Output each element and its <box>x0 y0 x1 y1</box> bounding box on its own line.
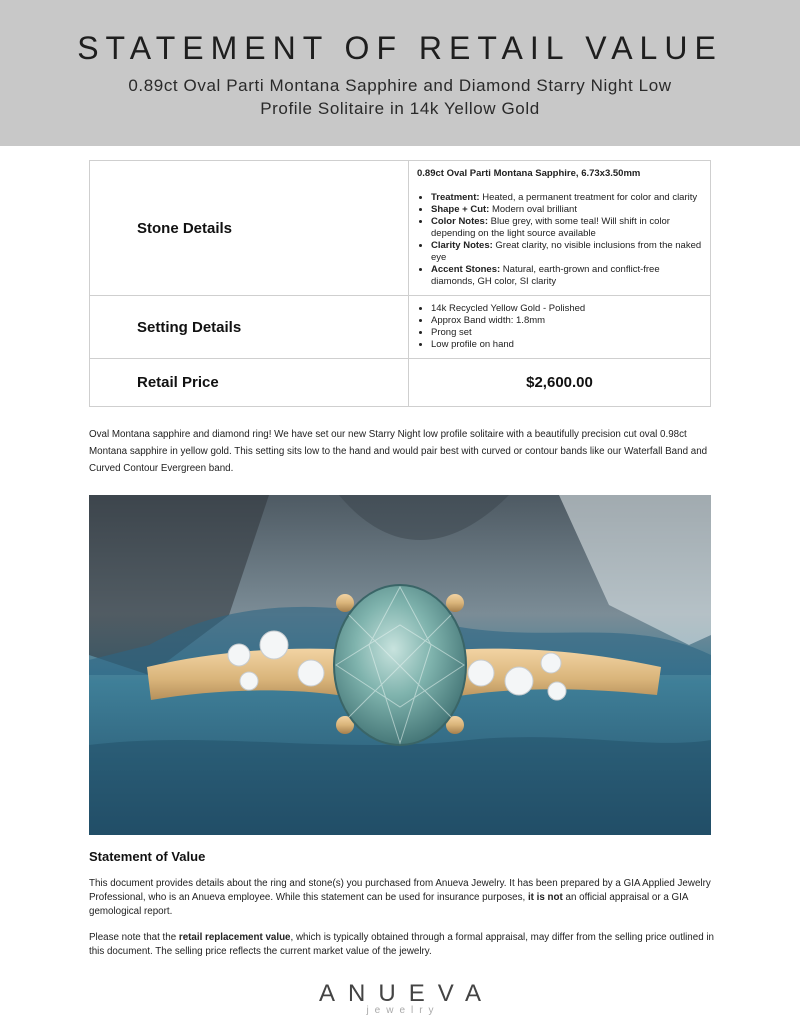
setting-details-list <box>417 303 702 351</box>
document-title: STATEMENT OF RETAIL VALUE <box>77 30 723 66</box>
list-item: • Prong set <box>431 327 702 339</box>
setting-details-content <box>409 296 711 359</box>
statement-paragraph-2: Please note that the retail replacement value, which is typically obtained through a formal appraisal, may differ from the selling price outlined in this document. The selling price reflects the current market value of the jewelry. <box>89 932 714 957</box>
logo-subtext: jewelry <box>366 1005 440 1016</box>
details-table <box>89 160 711 407</box>
stone-details-label: Stone Details <box>90 161 409 296</box>
product-description: Oval Montana sapphire and diamond ring! We have set our new Starry Night low profile solitaire with a beautifully precision cut oval 0.98ct Montana sapphire in yellow gold. This setting sits low to the hand and would pair best with curved or contour bands like our Waterfall Band and Curved Contour Evergreen band. <box>89 429 708 474</box>
list-item: • 14k Recycled Yellow Gold - Polished <box>431 303 702 315</box>
list-item: • Low profile on hand <box>431 339 702 351</box>
logo-wordmark: ANUEVA <box>319 980 494 1007</box>
retail-price-label: Retail Price <box>90 359 409 407</box>
ring-photo-illustration <box>89 495 711 835</box>
setting-details-row <box>90 296 711 359</box>
header-banner <box>0 0 800 146</box>
stone-details-content <box>409 161 711 296</box>
statement-paragraph-1: This document provides details about the ring and stone(s) you purchased from Anueva Jewelry. It has been prepared by a GIA Applied Jewelry Professional, who is an Anueva employee. While this statement can be used for insurance purposes, it is not an official appraisal or a GIA gemological report. <box>89 878 711 917</box>
ring-photo <box>89 495 711 835</box>
anueva-logo <box>0 980 800 1016</box>
document-subtitle: 0.89ct Oval Parti Montana Sapphire and Diamond Starry Night Low Profile Solitaire in 14k Yellow Gold <box>128 76 672 118</box>
setting-details-label: Setting Details <box>90 296 409 359</box>
list-item: • Treatment: Heated, a permanent treatment for color and clarity <box>431 192 702 204</box>
list-item: • Accent Stones: Natural, earth-grown and conflict-free diamonds, GH color, SI clarity <box>431 264 702 288</box>
stone-details-row <box>90 161 711 296</box>
retail-price-row <box>90 359 711 407</box>
list-item: • Color Notes: Blue grey, with some teal! Will shift in color depending on the light source available <box>431 216 702 240</box>
list-item: • Clarity Notes: Great clarity, no visible inclusions from the naked eye <box>431 240 702 264</box>
stone-heading: 0.89ct Oval Parti Montana Sapphire, 6.73x3.50mm <box>417 168 641 179</box>
list-item: • Approx Band width: 1.8mm <box>431 315 702 327</box>
retail-price-value: $2,600.00 <box>409 359 711 407</box>
statement-of-value-title: Statement of Value <box>89 849 206 864</box>
stone-details-list <box>417 192 702 288</box>
list-item: • Shape + Cut: Modern oval brilliant <box>431 204 702 216</box>
